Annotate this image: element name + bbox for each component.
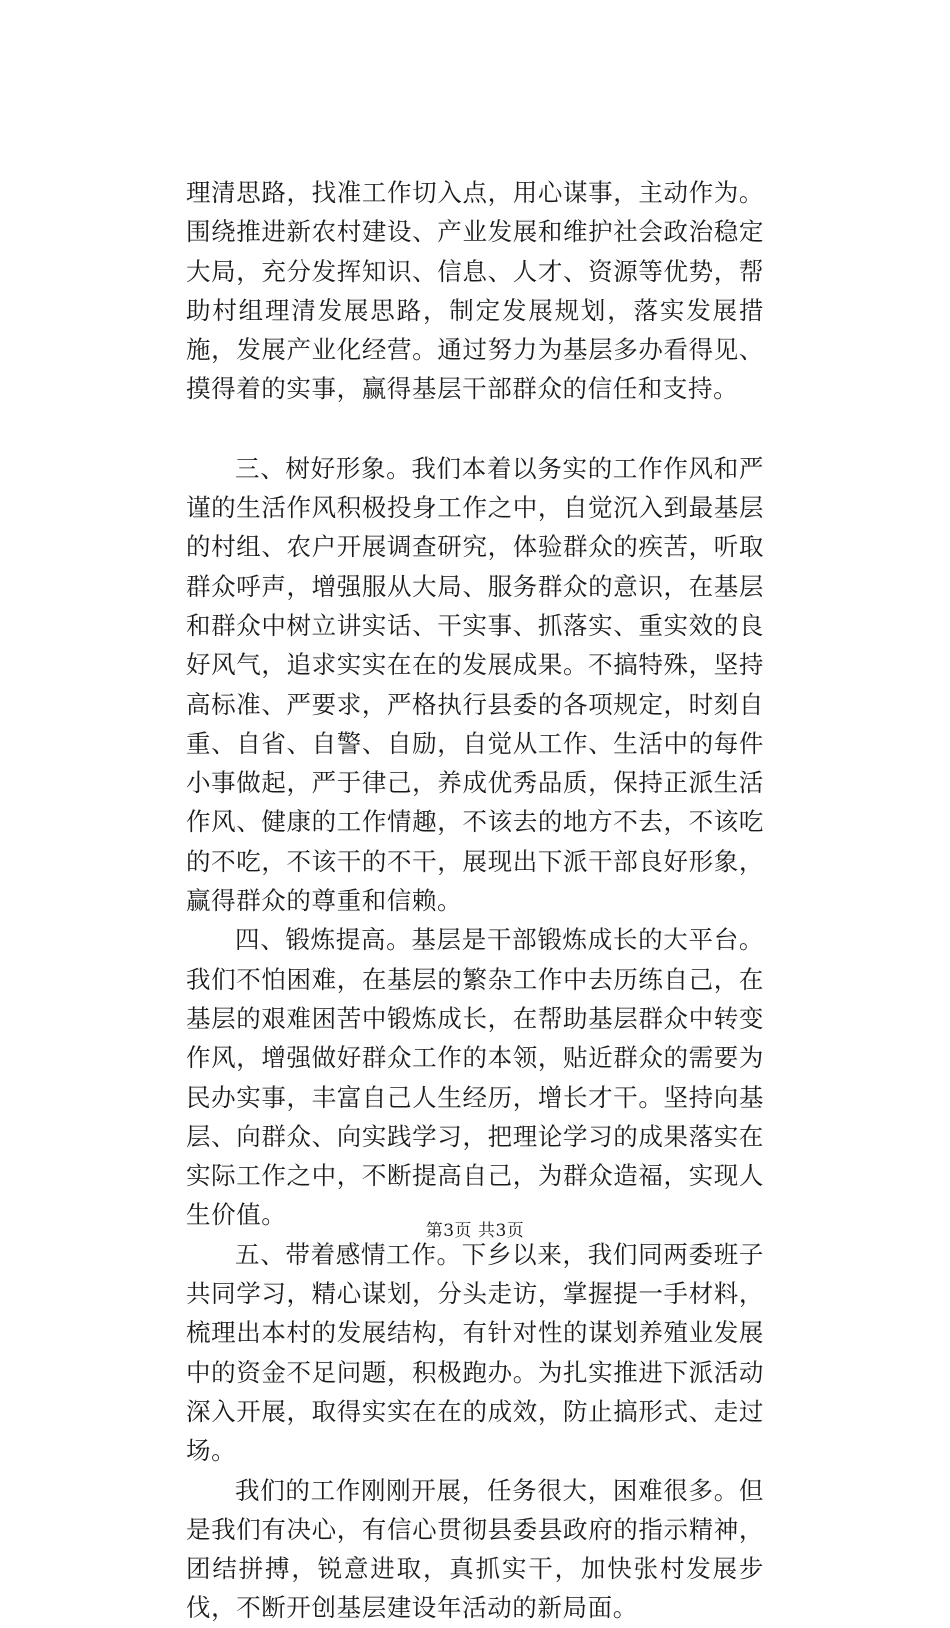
document-body xyxy=(186,173,764,1628)
paragraph-section-four: 四、锻炼提高。基层是干部锻炼成长的大平台。我们不怕困难，在基层的繁杂工作中去历练自己，在基层的艰难困苦中锻炼成长，在帮助基层群众中转变作风，增强做好群众工作的本领，贴近群众的需要为民办实事，丰富自己人生经历，增长才干。坚持向基层、向群众、向实践学习，把理论学习的成果落实在实际工作之中，不断提高自己，为群众造福，实现人生价值。 xyxy=(186,925,764,1230)
page-number-footer: 第3页 共3页 xyxy=(425,1221,525,1241)
paragraph-section-five: 五、带着感情工作。下乡以来，我们同两委班子共同学习，精心谋划，分头走访，掌握提一手材料，梳理出本村的发展结构，有针对性的谋划养殖业发展中的资金不足问题，积极跑办。为扎实推进下派活动深入开展，取得实实在在的成效，防止搞形式、走过场。 xyxy=(186,1239,764,1466)
paragraph-continuation: 理清思路，找准工作切入点，用心谋事，主动作为。围绕推进新农村建设、产业发展和维护社会政治稳定大局，充分发挥知识、信息、人才、资源等优势，帮助村组理清发展思路，制定发展规划，落实发展措施，发展产业化经营。通过努力为基层多办看得见、摸得着的实事，赢得基层干部群众的信任和支持。 xyxy=(186,178,764,404)
paragraph-section-three: 三、树好形象。我们本着以务实的工作作风和严谨的生活作风积极投身工作之中，自觉沉入到最基层的村组、农户开展调查研究，体验群众的疾苦，听取群众呼声，增强服从大局、服务群众的意识，在基层和群众中树立讲实话、干实事、抓落实、重实效的良好风气，追求实实在在的发展成果。不搞特殊，坚持高标准、严要求，严格执行县委的各项规定，时刻自重、自省、自警、自励，自觉从工作、生活中的每件小事做起，严于律己，养成优秀品质，保持正派生活作风、健康的工作情趣，不该去的地方不去，不该吃的不吃，不该干的不干，展现出下派干部良好形象，赢得群众的尊重和信赖。 xyxy=(186,453,764,916)
paragraph-conclusion: 我们的工作刚刚开展，任务很大，困难很多。但是我们有决心，有信心贯彻县委县政府的指示精神，团结拼搏，锐意进取，真抓实干，加快张村发展步伐，不断开创基层建设年活动的新局面。 xyxy=(186,1475,764,1623)
